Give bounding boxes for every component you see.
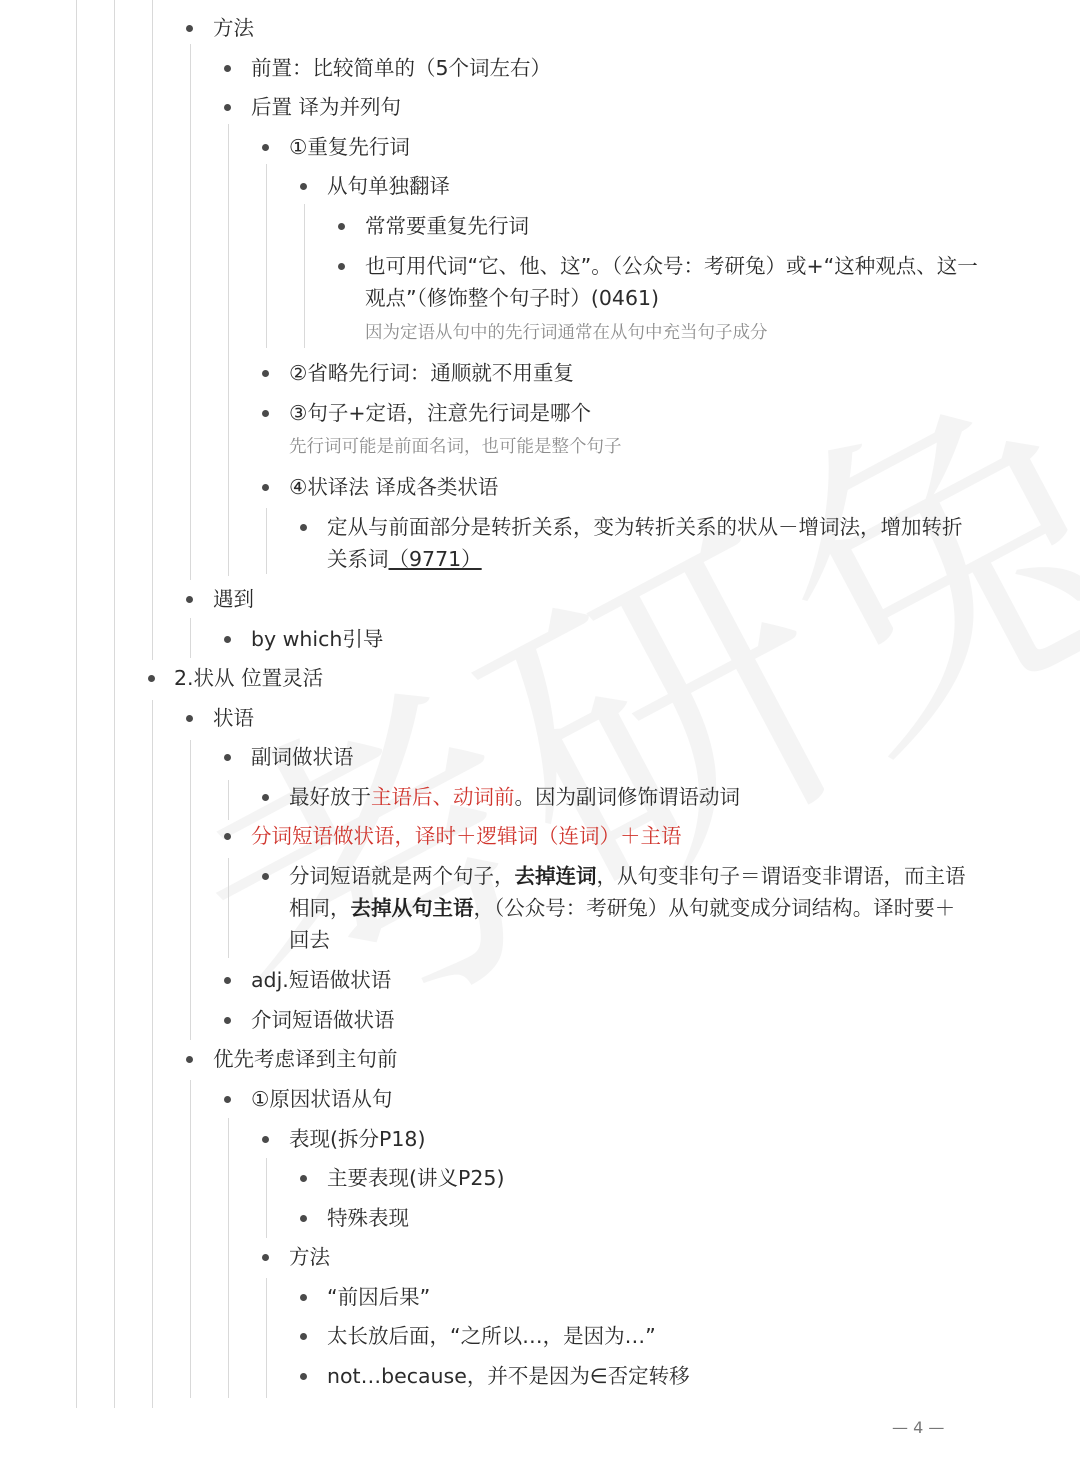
list-item-text: 回去 bbox=[289, 928, 330, 952]
bullet-dot bbox=[186, 715, 193, 722]
bold-text: 去掉从句主语 bbox=[350, 896, 474, 920]
guide-line bbox=[190, 618, 191, 658]
bullet-dot bbox=[262, 370, 269, 377]
list-item-text: 定从与前面部分是转折关系，变为转折关系的状从－增词法，增加转折 bbox=[327, 515, 963, 539]
guide-line bbox=[152, 0, 153, 660]
guide-line bbox=[266, 508, 267, 574]
list-item-text: 前置：比较简单的（5个词左右） bbox=[251, 56, 552, 80]
list-item-text: 关系词 bbox=[327, 547, 389, 571]
list-item-text: ，（公众号：考研兔）从句就变成分词结构。译时要＋ bbox=[473, 896, 956, 920]
list-item-text: 优先考虑译到主句前 bbox=[213, 1047, 398, 1071]
bullet-dot bbox=[262, 410, 269, 417]
list-item-text: 方法 bbox=[213, 16, 254, 40]
guide-line bbox=[266, 1158, 267, 1238]
bullet-dot bbox=[262, 144, 269, 151]
highlight-text: 分词短语做状语，译时＋逻辑词（连词）＋主语 bbox=[251, 824, 682, 848]
list-item-text: 从句单独翻译 bbox=[327, 174, 450, 198]
bullet-dot bbox=[186, 1056, 193, 1063]
guide-line bbox=[266, 1278, 267, 1398]
list-item-text: 介词短语做状语 bbox=[251, 1008, 395, 1032]
list-item-text: 主要表现(讲义P25) bbox=[327, 1166, 505, 1190]
list-item-text: 。因为副词修饰谓语动词 bbox=[514, 785, 740, 809]
bullet-dot bbox=[186, 25, 193, 32]
bullet-dot bbox=[224, 65, 231, 72]
bullet-dot bbox=[148, 675, 155, 682]
bullet-dot bbox=[300, 1215, 307, 1222]
bullet-dot bbox=[224, 833, 231, 840]
list-item-text: “前因后果” bbox=[327, 1285, 431, 1309]
bullet-dot bbox=[224, 636, 231, 643]
bullet-dot bbox=[262, 484, 269, 491]
list-item-text: ①原因状语从句 bbox=[251, 1087, 393, 1111]
list-item-text: 状语 bbox=[213, 706, 254, 730]
list-item-text: by which引导 bbox=[251, 627, 384, 651]
list-item-text: 2.状从 位置灵活 bbox=[174, 666, 324, 690]
bullet-dot bbox=[186, 596, 193, 603]
page-number: — 4 — bbox=[892, 1418, 945, 1437]
bullet-dot bbox=[224, 1017, 231, 1024]
bullet-dot bbox=[300, 1333, 307, 1340]
list-item-text: 副词做状语 bbox=[251, 745, 354, 769]
highlight-text: 主语后、动词前 bbox=[371, 785, 515, 809]
list-item-continuation bbox=[289, 892, 955, 924]
list-item-text: ①重复先行词 bbox=[289, 135, 410, 159]
bullet-dot bbox=[224, 104, 231, 111]
guide-line bbox=[76, 0, 77, 1408]
list-item-text: 观点”（修饰整个句子时）(0461) bbox=[365, 286, 660, 310]
bullet-dot bbox=[262, 873, 269, 880]
list-item-text: 后置 译为并列句 bbox=[251, 95, 402, 119]
bullet-dot bbox=[300, 1373, 307, 1380]
guide-line bbox=[190, 1080, 191, 1398]
guide-line bbox=[228, 858, 229, 958]
list-item-text: 最好放于 bbox=[289, 785, 371, 809]
reference-number: （9771） bbox=[388, 547, 482, 571]
bold-text: 去掉连词 bbox=[514, 864, 597, 888]
note-text: 先行词可能是前面名词，也可能是整个句子 bbox=[289, 437, 622, 457]
guide-line bbox=[228, 780, 229, 820]
list-item-text: not…because，并不是因为∈否定转移 bbox=[327, 1364, 690, 1388]
list-item-text: 常常要重复先行词 bbox=[365, 214, 529, 238]
bullet-dot bbox=[224, 754, 231, 761]
bullet-dot bbox=[300, 183, 307, 190]
guide-line bbox=[152, 700, 153, 1408]
list-item-text: 相同， bbox=[289, 896, 351, 920]
list-item-text: adj.短语做状语 bbox=[251, 968, 392, 992]
guide-line bbox=[266, 164, 267, 348]
guide-line bbox=[228, 1118, 229, 1398]
guide-line bbox=[114, 0, 115, 1408]
bullet-dot bbox=[338, 223, 345, 230]
list-item-continuation bbox=[327, 543, 482, 575]
list-item-text: 分词短语就是两个句子， bbox=[289, 864, 515, 888]
bullet-dot bbox=[262, 1254, 269, 1261]
list-item-text: ②省略先行词：通顺就不用重复 bbox=[289, 361, 574, 385]
note-text: 因为定语从句中的先行词通常在从句中充当句子成分 bbox=[365, 323, 768, 343]
guide-line bbox=[304, 204, 305, 348]
list-item-text: 太长放后面，“之所以…，是因为…” bbox=[327, 1324, 656, 1348]
list-item-text: ④状译法 译成各类状语 bbox=[289, 475, 499, 499]
bullet-dot bbox=[262, 1136, 269, 1143]
list-item-text: 遇到 bbox=[213, 587, 254, 611]
bullet-dot bbox=[300, 1294, 307, 1301]
bullet-dot bbox=[300, 524, 307, 531]
list-item-continuation bbox=[289, 924, 330, 956]
bullet-dot bbox=[224, 977, 231, 984]
list-item-text: 方法 bbox=[289, 1245, 330, 1269]
bullet-dot bbox=[338, 263, 345, 270]
list-item-continuation bbox=[365, 282, 659, 314]
bullet-dot bbox=[262, 794, 269, 801]
list-item-text: ，从句变非句子＝谓语变非谓语，而主语 bbox=[596, 864, 966, 888]
list-item-text: 特殊表现 bbox=[327, 1206, 409, 1230]
list-item-text: ③句子+定语，注意先行词是哪个 bbox=[289, 401, 592, 425]
guide-line bbox=[228, 124, 229, 576]
guide-line bbox=[190, 740, 191, 1040]
bullet-dot bbox=[300, 1175, 307, 1182]
list-item-text: 也可用代词“它、他、这”。（公众号：考研兔）或+“这种观点、这一 bbox=[365, 254, 978, 278]
list-item-text: 表现(拆分P18) bbox=[289, 1127, 426, 1151]
bullet-dot bbox=[224, 1096, 231, 1103]
guide-line bbox=[190, 44, 191, 580]
